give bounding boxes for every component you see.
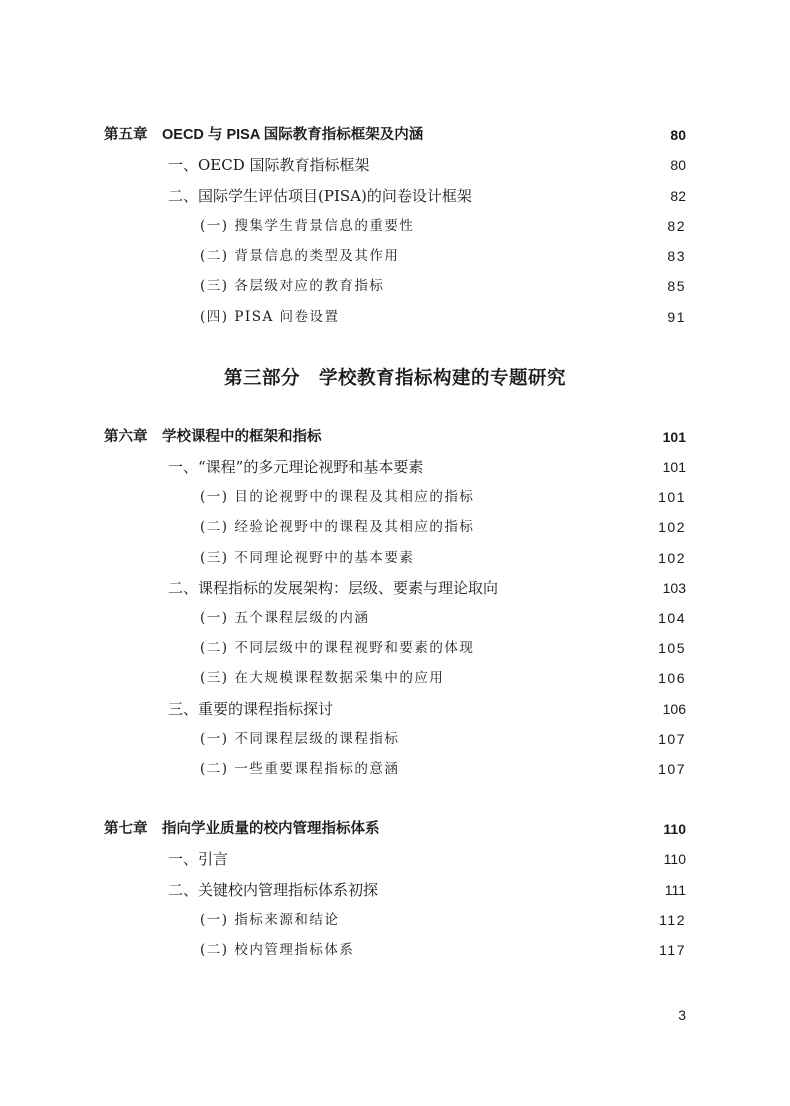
page-ref: 82 — [667, 218, 686, 234]
subsection-title: (三) 不同理论视野中的基本要素 — [200, 550, 415, 566]
toc-entry-chapter-7[interactable] — [104, 817, 686, 841]
page-ref: 101 — [662, 459, 686, 475]
toc-entry-section[interactable] — [168, 697, 686, 721]
section-title: 一、OECD 国际教育指标框架 — [168, 156, 370, 174]
subsection-title: (一) 不同课程层级的课程指标 — [200, 731, 400, 747]
subsection-title: (三) 在大规模课程数据采集中的应用 — [200, 670, 445, 686]
toc-entry-subsection[interactable] — [200, 274, 686, 298]
section-title: 三、重要的课程指标探讨 — [168, 700, 334, 718]
subsection-title: (一) 搜集学生背景信息的重要性 — [200, 218, 415, 234]
toc-entry-chapter-6[interactable] — [104, 425, 686, 449]
section-title: 二、关键校内管理指标体系初探 — [168, 881, 379, 899]
page-ref: 112 — [659, 912, 686, 928]
toc-entry-section[interactable] — [168, 184, 686, 208]
toc-entry-section[interactable] — [168, 455, 686, 479]
page-ref: 83 — [667, 248, 686, 264]
page-ref: 85 — [667, 278, 686, 294]
subsection-title: (三) 各层级对应的教育指标 — [200, 278, 385, 294]
page-ref: 110 — [663, 851, 686, 867]
page-ref: 91 — [667, 309, 686, 325]
toc-entry-subsection[interactable] — [200, 485, 686, 509]
toc-entry-subsection[interactable] — [200, 305, 686, 329]
toc-entry-section[interactable] — [168, 576, 686, 600]
page-ref: 102 — [658, 550, 686, 566]
chapter-title: 第七章 指向学业质量的校内管理指标体系 — [104, 821, 380, 837]
section-title: 一、引言 — [168, 850, 229, 868]
section-title: 二、课程指标的发展架构：层级、要素与理论取向 — [168, 579, 499, 597]
section-title: 一、“课程”的多元理论视野和基本要素 — [168, 458, 424, 476]
subsection-title: (二) 背景信息的类型及其作用 — [200, 248, 400, 264]
toc-entry-section[interactable] — [168, 153, 686, 177]
page-ref: 110 — [663, 821, 686, 837]
page-number: 3 — [678, 1007, 686, 1023]
page-ref: 80 — [670, 127, 686, 143]
chapter-title: 第五章 OECD 与 PISA 国际教育指标框架及内涵 — [104, 127, 424, 143]
section-title: 二、国际学生评估项目(PISA)的问卷设计框架 — [168, 187, 472, 205]
page-ref: 107 — [658, 731, 686, 747]
page-ref: 82 — [670, 188, 686, 204]
page-ref: 105 — [658, 640, 686, 656]
subsection-title: (二) 一些重要课程指标的意涵 — [200, 761, 400, 777]
toc-entry-subsection[interactable] — [200, 244, 686, 268]
page-ref: 103 — [662, 580, 686, 596]
toc-entry-chapter-5[interactable] — [104, 123, 686, 147]
toc-entry-subsection[interactable] — [200, 515, 686, 539]
page-ref: 117 — [659, 942, 686, 958]
toc-entry-subsection[interactable] — [200, 636, 686, 660]
subsection-title: (二) 经验论视野中的课程及其相应的指标 — [200, 519, 475, 535]
toc-entry-section[interactable] — [168, 847, 686, 871]
toc-entry-subsection[interactable] — [200, 908, 686, 932]
subsection-title: (一) 五个课程层级的内涵 — [200, 610, 370, 626]
page-ref: 106 — [658, 670, 686, 686]
toc-entry-subsection[interactable] — [200, 938, 686, 962]
toc-entry-subsection[interactable] — [200, 606, 686, 630]
page-ref: 101 — [662, 429, 686, 445]
subsection-title: (四) PISA 问卷设置 — [200, 309, 340, 325]
toc-entry-section[interactable] — [168, 878, 686, 902]
toc-entry-subsection[interactable] — [200, 214, 686, 238]
subsection-title: (一) 指标来源和结论 — [200, 912, 340, 928]
part-heading: 第三部分 学校教育指标构建的专题研究 — [223, 367, 566, 388]
page-ref: 80 — [670, 157, 686, 173]
toc-entry-subsection[interactable] — [200, 666, 686, 690]
chapter-title: 第六章 学校课程中的框架和指标 — [104, 429, 322, 445]
toc-entry-subsection[interactable] — [200, 546, 686, 570]
page-ref: 101 — [658, 489, 686, 505]
page-ref: 104 — [658, 610, 686, 626]
page-ref: 111 — [664, 882, 686, 898]
page-ref: 107 — [658, 761, 686, 777]
toc-entry-subsection[interactable] — [200, 757, 686, 781]
subsection-title: (一) 目的论视野中的课程及其相应的指标 — [200, 489, 475, 505]
subsection-title: (二) 不同层级中的课程视野和要素的体现 — [200, 640, 475, 656]
toc-entry-subsection[interactable] — [200, 727, 686, 751]
page-ref: 102 — [658, 519, 686, 535]
page-ref: 106 — [662, 701, 686, 717]
subsection-title: (二) 校内管理指标体系 — [200, 942, 355, 958]
